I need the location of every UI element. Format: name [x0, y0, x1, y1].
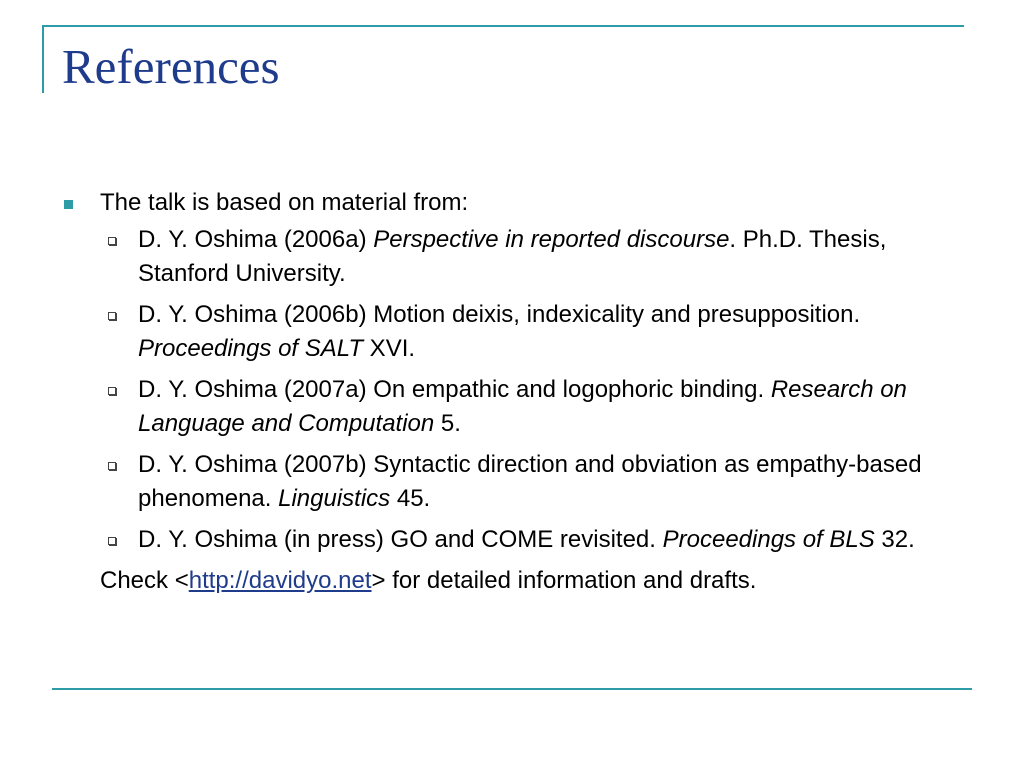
- title-accent-vertical-line: [42, 25, 44, 93]
- reference-item: [62, 523, 948, 557]
- hollow-square-bullet-icon: [108, 537, 116, 545]
- check-website-line: [62, 564, 962, 598]
- reference-venue-italic: Linguistics: [278, 485, 391, 512]
- check-prefix: Check <: [100, 567, 189, 594]
- reference-volume: 5.: [434, 410, 461, 437]
- reference-author-year: D. Y. Oshima (in press): [138, 526, 391, 553]
- reference-title: Motion deixis, indexicality and presupposition.: [373, 301, 861, 328]
- reference-title: On empathic and logophoric binding.: [373, 376, 771, 403]
- reference-venue-italic: Proceedings of SALT: [138, 335, 364, 362]
- reference-author-year: D. Y. Oshima (2007b): [138, 451, 374, 478]
- reference-venue-italic: Proceedings of BLS: [662, 526, 875, 553]
- slide-title: References: [62, 39, 280, 94]
- check-suffix: > for detailed information and drafts.: [371, 567, 757, 594]
- reference-title-italic: Perspective in reported discourse: [373, 226, 730, 253]
- hollow-square-bullet-icon: [108, 237, 116, 245]
- reference-item: [62, 223, 948, 291]
- reference-volume: XVI.: [363, 335, 416, 362]
- reference-item: [62, 373, 948, 441]
- hollow-square-bullet-icon: [108, 312, 116, 320]
- reference-list: [62, 223, 962, 557]
- square-bullet-icon: [64, 200, 73, 209]
- reference-title: GO and COME revisited.: [390, 526, 663, 553]
- reference-venue: . Ph.D. Thesis, Stanford University.: [138, 226, 887, 287]
- reference-item: [62, 448, 948, 516]
- reference-volume: 32.: [874, 526, 915, 553]
- reference-volume: 45.: [390, 485, 431, 512]
- slide-content: [62, 186, 962, 598]
- title-accent-horizontal-line: [42, 25, 964, 27]
- reference-author-year: D. Y. Oshima (2006a): [138, 226, 374, 253]
- reference-author-year: D. Y. Oshima (2007a): [138, 376, 374, 403]
- hollow-square-bullet-icon: [108, 462, 116, 470]
- footer-accent-line: [52, 688, 972, 690]
- reference-author-year: D. Y. Oshima (2006b): [138, 301, 374, 328]
- website-link[interactable]: http://davidyo.net: [188, 567, 372, 594]
- main-bullet-item: [62, 186, 962, 220]
- reference-item: [62, 298, 948, 366]
- hollow-square-bullet-icon: [108, 387, 116, 395]
- reference-venue-italic: Research on Language and Computation: [138, 376, 907, 437]
- reference-title: Syntactic direction and obviation as empathy-based phenomena.: [138, 451, 922, 512]
- intro-text: The talk is based on material from:: [100, 189, 469, 216]
